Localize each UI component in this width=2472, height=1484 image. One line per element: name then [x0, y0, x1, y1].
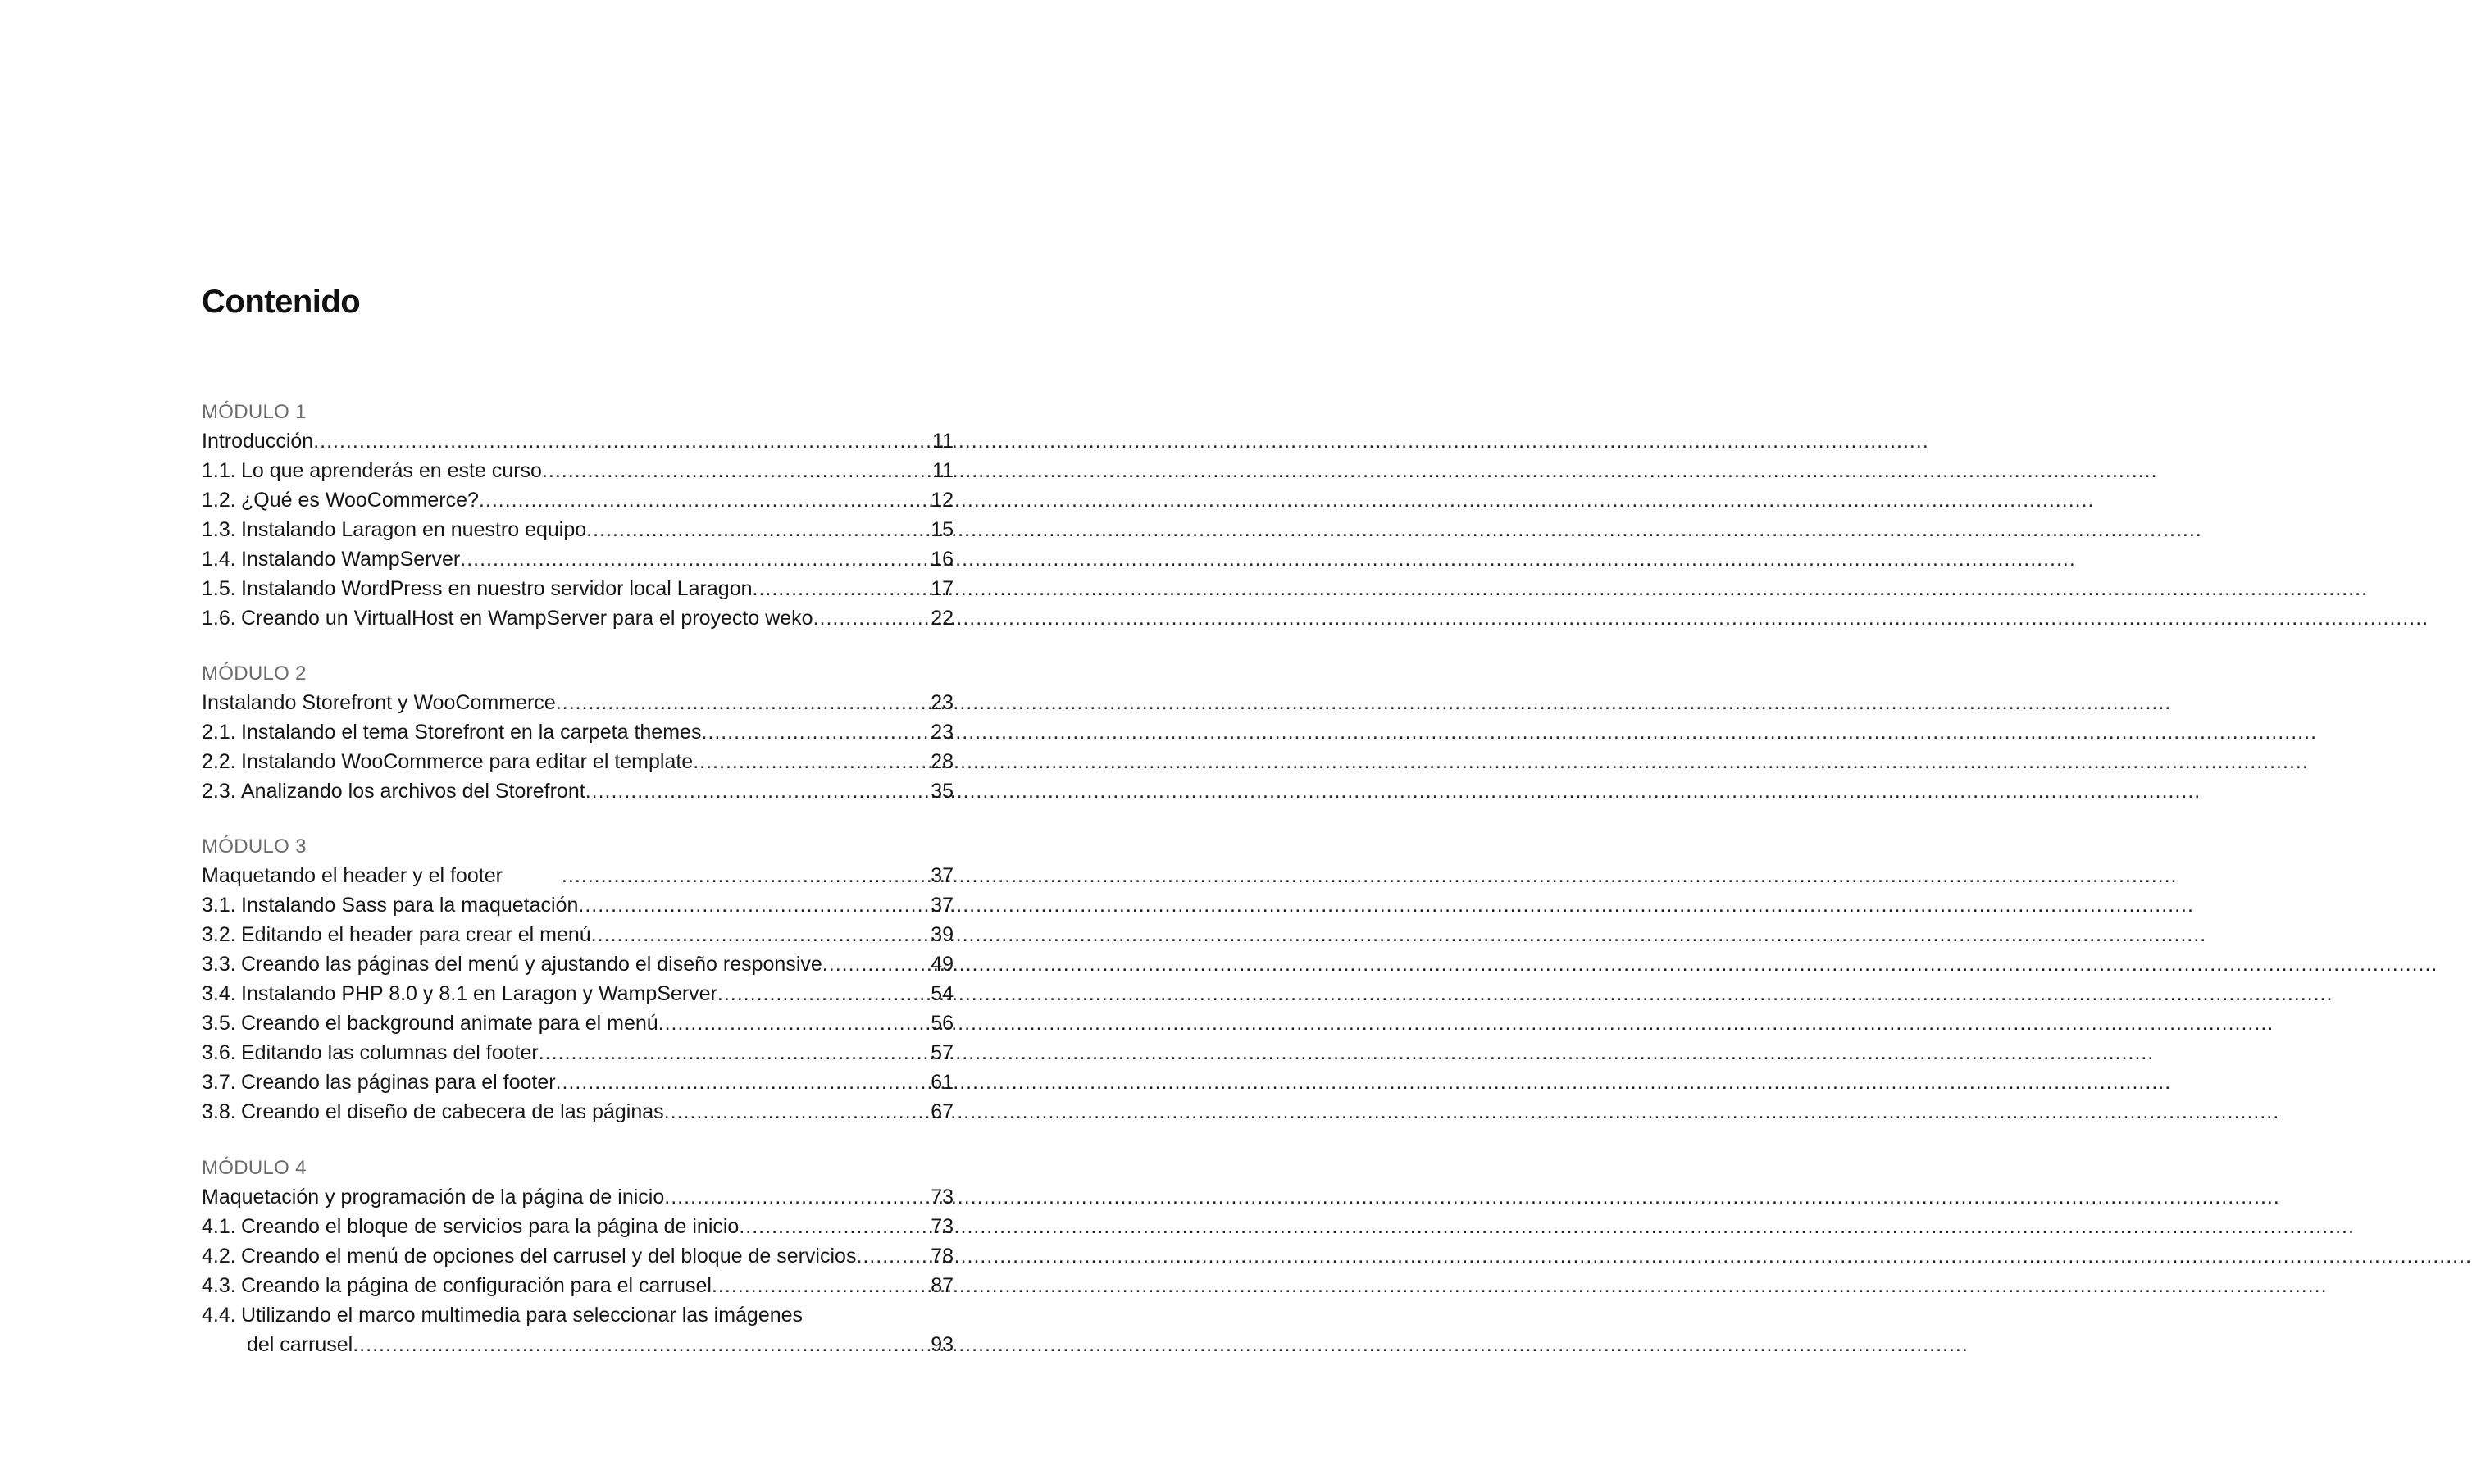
toc-page-number: 56 — [931, 1012, 954, 1035]
leader-dots — [664, 1182, 929, 1212]
toc-page-number: 23 — [931, 721, 954, 744]
toc-entry-text: Creando las páginas del menú y ajustando el diseño responsive — [241, 953, 822, 976]
toc-entry[interactable] — [202, 920, 954, 949]
toc-page-number: 23 — [931, 691, 954, 714]
toc-entry[interactable] — [202, 574, 954, 603]
leader-dots — [578, 890, 929, 920]
toc-entry-text: Creando un VirtualHost en WampServer para el proyecto weko — [241, 607, 813, 630]
toc-entry-text: Instalando WordPress en nuestro servidor local Laragon — [241, 577, 753, 600]
toc-entry-text: Creando el diseño de cabecera de las páginas — [241, 1100, 664, 1123]
page-title: Contenido — [202, 284, 361, 320]
toc-entry-text: Instalando WooCommerce para editar el template — [241, 750, 694, 773]
toc-entry-number: 3.1. — [202, 894, 236, 917]
toc-entry[interactable] — [202, 1008, 954, 1038]
toc-entry-text: Instalando Sass para la maquetación — [241, 894, 579, 917]
toc-entry-text: Creando la página de configuración para el carrusel — [241, 1274, 712, 1297]
toc-page-number: 39 — [931, 923, 954, 946]
toc-page-number: 11 — [932, 430, 954, 453]
toc-entry[interactable] — [202, 456, 954, 485]
toc-entry-text: Instalando Laragon en nuestro equipo — [241, 518, 587, 541]
leader-dots — [658, 1008, 930, 1038]
toc-page-number: 54 — [931, 982, 954, 1005]
toc-entry[interactable] — [202, 688, 954, 717]
toc-page-number: 61 — [931, 1071, 954, 1094]
toc-page-number: 67 — [931, 1100, 954, 1123]
module-heading: MÓDULO 1 — [202, 401, 307, 423]
toc-entry[interactable] — [202, 1182, 954, 1212]
toc-page-number: 17 — [931, 577, 954, 600]
toc-entry[interactable] — [202, 747, 954, 776]
module-heading: MÓDULO 3 — [202, 835, 307, 858]
toc-entry-text: Editando el header para crear el menú — [241, 923, 591, 946]
toc-entry-continuation[interactable] — [202, 1330, 954, 1359]
toc-entry-number: 2.1. — [202, 721, 236, 744]
leader-dots — [693, 747, 929, 776]
toc-entry-text: Instalando el tema Storefront en la carpeta themes — [241, 721, 702, 744]
module-heading: MÓDULO 2 — [202, 662, 307, 685]
document-page — [0, 0, 1095, 1484]
toc-entry[interactable] — [202, 1097, 954, 1127]
leader-dots — [586, 515, 929, 544]
toc-page-number: 12 — [931, 489, 954, 512]
toc-entry[interactable] — [202, 485, 954, 515]
leader-dots — [556, 1067, 930, 1097]
toc-entry[interactable] — [202, 515, 954, 544]
toc-entry-text: Maquetación y programación de la página de inicio — [202, 1186, 665, 1209]
toc-entry-text: Creando las páginas para el footer — [241, 1071, 556, 1094]
toc-entry-number: 1.3. — [202, 518, 236, 541]
module-2 — [202, 660, 954, 806]
toc-entry-number: 3.7. — [202, 1071, 236, 1094]
toc-entry[interactable] — [202, 544, 954, 574]
toc-entry-number: 2.3. — [202, 780, 236, 803]
toc-page-number: 35 — [931, 780, 954, 803]
toc-entry[interactable] — [202, 603, 954, 633]
toc-entry-text: Maquetando el header y el footer — [202, 864, 503, 887]
toc-page-number: 16 — [931, 548, 954, 571]
toc-page-number: 78 — [931, 1245, 954, 1268]
toc-entry-text: Analizando los archivos del Storefront — [241, 780, 585, 803]
leader-dots — [717, 979, 929, 1008]
toc-entry[interactable] — [202, 861, 954, 890]
toc-entry-text: Instalando PHP 8.0 y 8.1 en Laragon y WampServer — [241, 982, 717, 1005]
leader-dots — [856, 1241, 929, 1271]
toc-page-number: 11 — [932, 459, 954, 482]
toc-page-number: 15 — [931, 518, 954, 541]
toc-entry[interactable] — [202, 1067, 954, 1097]
toc-page-number: 57 — [931, 1041, 954, 1064]
leader-dots — [664, 1097, 930, 1127]
leader-dots — [822, 949, 929, 979]
toc-entry[interactable] — [202, 717, 954, 747]
leader-dots — [479, 485, 929, 515]
module-1 — [202, 398, 954, 633]
toc-entry-text: Instalando WampServer — [241, 548, 461, 571]
toc-entry-text: del carrusel — [247, 1333, 353, 1356]
toc-entry-number: 1.6. — [202, 607, 236, 630]
leader-dots — [353, 1330, 929, 1359]
toc-entry-text: Lo que aprenderás en este curso — [241, 459, 542, 482]
module-heading: MÓDULO 4 — [202, 1157, 307, 1179]
leader-dots — [739, 1212, 929, 1241]
toc-entry[interactable] — [202, 890, 954, 920]
leader-dots — [556, 688, 930, 717]
toc-entry-number: 1.4. — [202, 548, 236, 571]
toc-entry-number: 4.1. — [202, 1215, 236, 1238]
toc-page-number: 49 — [931, 953, 954, 976]
module-4 — [202, 1154, 954, 1359]
toc-page-number: 37 — [931, 894, 954, 917]
toc-entry-number: 2.2. — [202, 750, 236, 773]
module-3 — [202, 833, 954, 1127]
toc-page-number: 93 — [931, 1333, 954, 1356]
toc-entry-number: 3.2. — [202, 923, 236, 946]
toc-entry[interactable] — [202, 1038, 954, 1067]
toc-entry-text: Utilizando el marco multimedia para seleccionar las imágenes — [241, 1304, 804, 1327]
toc-entry-number: 1.1. — [202, 459, 236, 482]
toc-entry[interactable] — [202, 776, 954, 806]
toc-entry-number: 3.6. — [202, 1041, 236, 1064]
toc-entry-text: Creando el menú de opciones del carrusel y del bloque de servicios — [241, 1245, 857, 1268]
toc-entry-text: Editando las columnas del footer — [241, 1041, 539, 1064]
leader-dots — [753, 574, 930, 603]
leader-dots — [712, 1271, 929, 1300]
leader-dots — [813, 603, 930, 633]
toc-entry-text: Creando el bloque de servicios para la página de inicio — [241, 1215, 740, 1238]
leader-dots — [701, 717, 929, 747]
toc-entry-number: 4.4. — [202, 1304, 236, 1327]
toc-entry-number: 1.2. — [202, 489, 236, 512]
toc-entry[interactable] — [202, 1300, 954, 1330]
leader-dots — [460, 544, 929, 574]
toc-entry-text: ¿Qué es WooCommerce? — [241, 489, 479, 512]
toc-entry-number: 3.4. — [202, 982, 236, 1005]
toc-entry[interactable] — [202, 1241, 954, 1271]
toc-entry-number: 3.3. — [202, 953, 236, 976]
toc-entry-number: 1.5. — [202, 577, 236, 600]
toc-page-number: 28 — [931, 750, 954, 773]
toc-entry-text: Instalando Storefront y WooCommerce — [202, 691, 556, 714]
toc-entry-text: Introducción — [202, 430, 314, 453]
toc-entry[interactable] — [202, 1212, 954, 1241]
toc-entry[interactable] — [202, 426, 954, 456]
toc-page-number: 73 — [931, 1215, 954, 1238]
toc-entry[interactable] — [202, 949, 954, 979]
leader-dots — [539, 1038, 929, 1067]
leader-dots — [542, 456, 931, 485]
leader-dots — [585, 776, 930, 806]
toc-entry-number: 3.5. — [202, 1012, 236, 1035]
toc-page-number: 73 — [931, 1186, 954, 1209]
toc-entry-number: 4.2. — [202, 1245, 236, 1268]
toc-page-number: 37 — [931, 864, 954, 887]
toc-page-number: 22 — [931, 607, 954, 630]
toc-entry-number: 4.3. — [202, 1274, 236, 1297]
toc-page-number: 87 — [931, 1274, 954, 1297]
leader-dots — [313, 426, 931, 456]
leader-dots — [591, 920, 930, 949]
toc-entry-text: Creando el background animate para el menú — [241, 1012, 658, 1035]
leader-dots — [562, 861, 929, 890]
toc-entry-number: 3.8. — [202, 1100, 236, 1123]
toc-entry[interactable] — [202, 1271, 954, 1300]
toc-entry[interactable] — [202, 979, 954, 1008]
